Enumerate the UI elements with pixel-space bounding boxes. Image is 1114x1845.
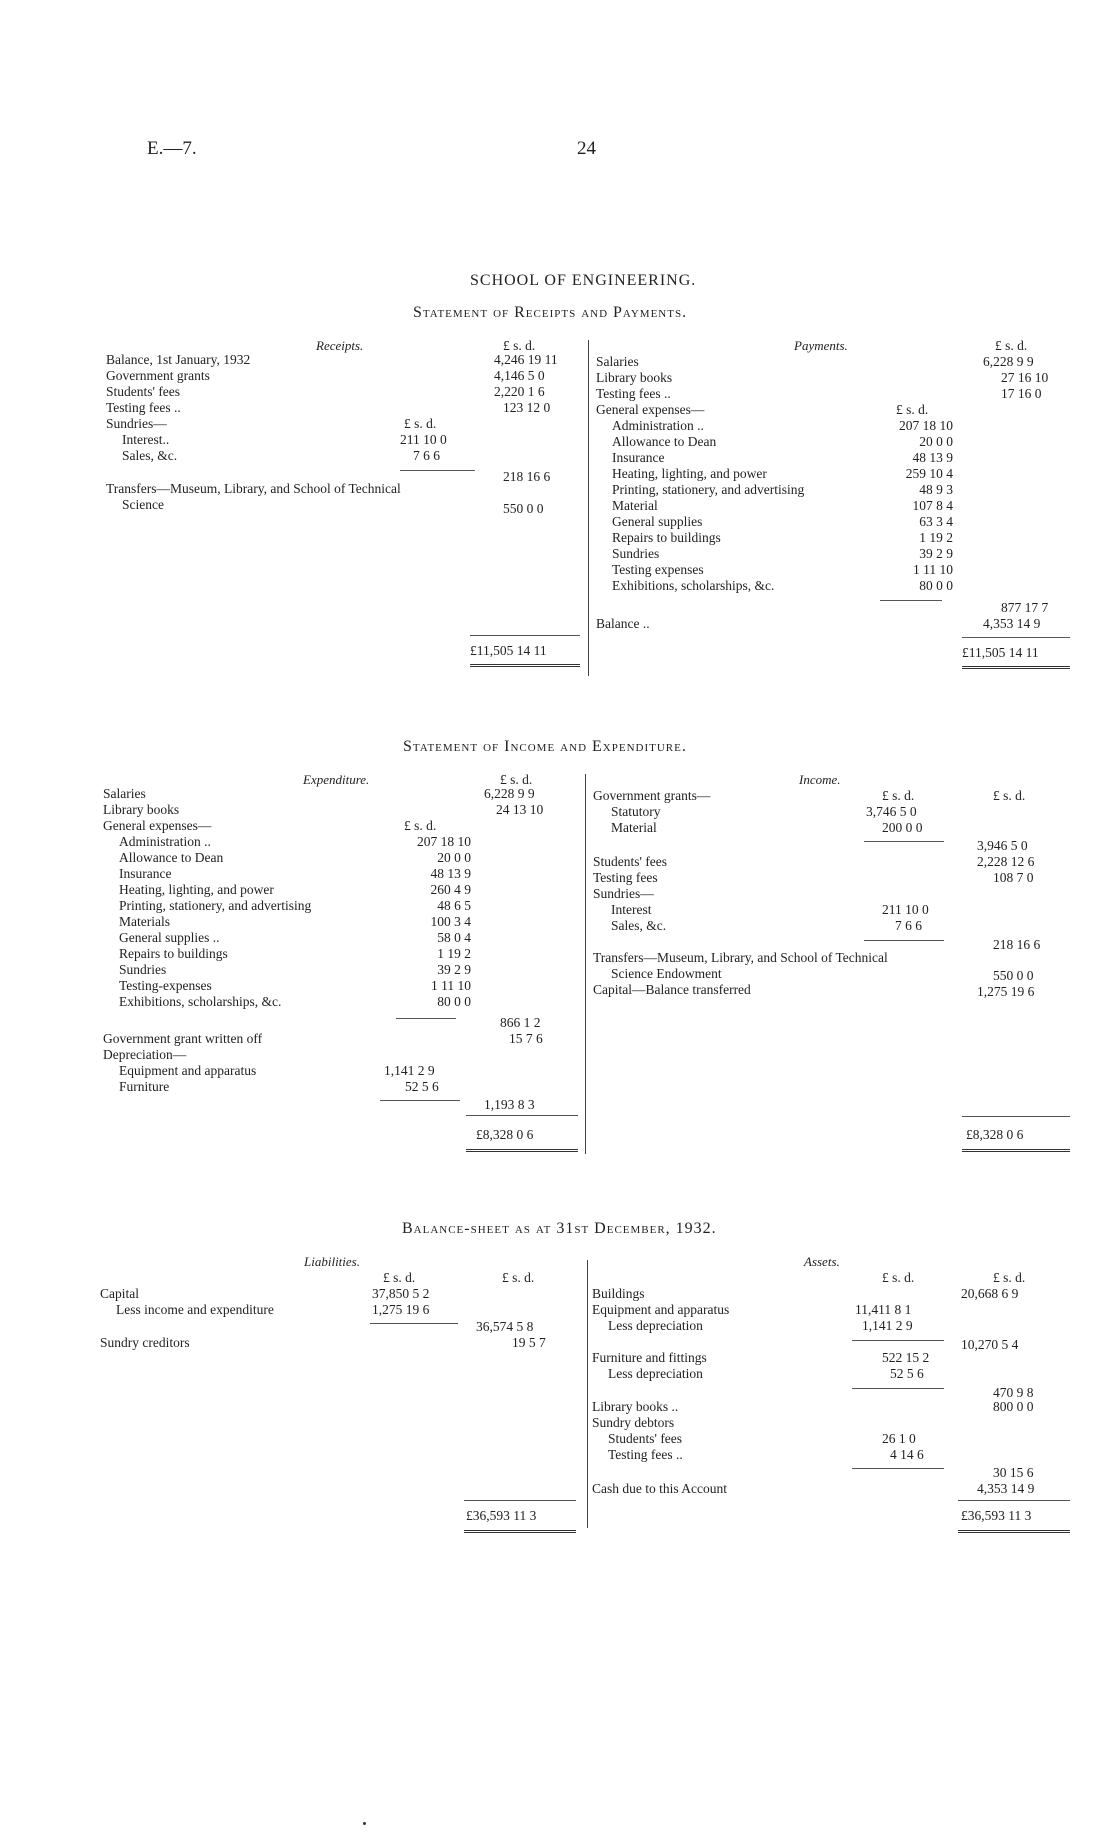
general-expense-label: Administration .. <box>119 834 211 849</box>
furniture-label: Furniture and fittings <box>592 1350 707 1365</box>
lsd-header: £ s. d. <box>882 1270 915 1285</box>
transfers-amount: 550 0 0 <box>503 501 544 516</box>
dep-equipment-amount: 1,141 2 9 <box>384 1063 435 1078</box>
material-amount: 200 0 0 <box>882 820 923 835</box>
double-rule <box>958 1530 1070 1533</box>
general-expense-label: Exhibitions, scholarships, &c. <box>612 578 775 593</box>
students-fees-label: Students' fees <box>593 854 668 869</box>
rule <box>962 1116 1070 1117</box>
receipts-payments-heading: Statement of Receipts and Payments. <box>413 304 688 321</box>
income-expenditure-heading: Statement of Income and Expenditure. <box>403 738 687 755</box>
receipt-row: Interest.. <box>122 432 170 447</box>
transfers-label: Science <box>122 497 164 512</box>
receipt-row: Balance, 1st January, 1932 <box>106 352 251 367</box>
equipment-net: 10,270 5 4 <box>961 1337 1019 1352</box>
equipment-amount: 11,411 8 1 <box>855 1302 912 1317</box>
general-expense-amount: 1 19 2 <box>437 946 471 961</box>
rule <box>380 1100 460 1101</box>
balance-sheet-heading: Balance-sheet as at 31st December, 1932. <box>402 1220 717 1237</box>
lsd-header: £ s. d. <box>896 402 929 417</box>
equipment-dep-label: Less depreciation <box>608 1318 703 1333</box>
ink-dot <box>363 1822 366 1825</box>
income-label: Income. <box>799 772 841 787</box>
payment-amount: 6,228 9 9 <box>983 354 1034 369</box>
transfers-amount: 550 0 0 <box>993 968 1034 983</box>
expenditure-amount: 6,228 9 9 <box>484 786 535 801</box>
furniture-amount: 522 15 2 <box>882 1350 930 1365</box>
payment-row: Library books <box>596 370 673 385</box>
capital-amount: 37,850 5 2 <box>372 1286 430 1301</box>
dep-furniture-label: Furniture <box>119 1079 170 1094</box>
creditors-amount: 19 5 7 <box>512 1335 546 1350</box>
general-expense-amount: 20 0 0 <box>437 850 471 865</box>
debt-students-amount: 26 1 0 <box>882 1431 916 1446</box>
double-rule <box>962 1149 1070 1152</box>
lsd-header: £ s. d. <box>995 338 1028 353</box>
receipt-amount: 4,246 19 11 <box>494 352 558 367</box>
general-expense-label: Insurance <box>612 450 665 465</box>
general-total: 866 1 2 <box>500 1015 541 1030</box>
lsd-header: £ s. d. <box>503 338 536 353</box>
cash-amount: 4,353 14 9 <box>977 1481 1035 1496</box>
payment-amount: 17 16 0 <box>1001 386 1042 401</box>
receipt-row: Government grants <box>106 368 210 383</box>
transfers-label: Transfers—Museum, Library, and School of Technical <box>593 950 888 965</box>
general-expense-label: Sundries <box>119 962 167 977</box>
debt-testing-label: Testing fees .. <box>608 1447 683 1462</box>
buildings-label: Buildings <box>592 1286 645 1301</box>
capital-label: Capital—Balance transferred <box>593 982 751 997</box>
receipt-amount: 4,146 5 0 <box>494 368 545 383</box>
payment-row: Salaries <box>596 354 639 369</box>
payments-label: Payments. <box>794 338 848 353</box>
transfers-label: Transfers—Museum, Library, and School of Technical <box>106 481 401 496</box>
general-expense-amount: 1 19 2 <box>919 530 953 545</box>
capital-label: Capital <box>100 1286 139 1301</box>
rule <box>864 940 944 941</box>
lsd-header: £ s. d. <box>502 1270 535 1285</box>
double-rule <box>962 666 1070 669</box>
payment-row: Testing fees .. <box>596 386 671 401</box>
general-expense-label: Allowance to Dean <box>612 434 717 449</box>
column-divider <box>588 340 589 676</box>
transfers-label: Science Endowment <box>611 966 722 981</box>
debt-students-label: Students' fees <box>608 1431 683 1446</box>
dep-total: 1,193 8 3 <box>484 1097 535 1112</box>
lsd-header: £ s. d. <box>404 818 437 833</box>
receipt-amount: 123 12 0 <box>503 400 551 415</box>
creditors-label: Sundry creditors <box>100 1335 190 1350</box>
payments-total: £11,505 14 11 <box>962 645 1039 660</box>
column-divider <box>587 1260 588 1528</box>
general-expense-amount: 207 18 10 <box>417 834 471 849</box>
dep-furniture-amount: 52 5 6 <box>405 1079 439 1094</box>
rule <box>880 600 942 601</box>
capital-net: 36,574 5 8 <box>476 1319 534 1334</box>
debtors-total: 30 15 6 <box>993 1465 1034 1480</box>
rule <box>852 1340 944 1341</box>
payment-row: General expenses— <box>596 402 705 417</box>
dep-equipment-label: Equipment and apparatus <box>119 1063 257 1078</box>
receipt-amount: 7 6 6 <box>413 448 440 463</box>
general-expense-amount: 100 3 4 <box>430 914 471 929</box>
general-expense-label: Exhibitions, scholarships, &c. <box>119 994 282 1009</box>
library-amount: 800 0 0 <box>993 1399 1034 1414</box>
depreciation-label: Depreciation— <box>103 1047 187 1062</box>
rule <box>470 635 580 636</box>
assets-total: £36,593 11 3 <box>961 1508 1032 1523</box>
general-expense-label: Material <box>612 498 658 513</box>
interest-amount: 211 10 0 <box>882 902 929 917</box>
rule <box>958 1500 1070 1501</box>
general-expense-amount: 48 6 5 <box>437 898 471 913</box>
general-expense-label: Insurance <box>119 866 172 881</box>
receipt-row: Sundries— <box>106 416 167 431</box>
general-expense-label: Testing expenses <box>612 562 704 577</box>
general-expense-label: Printing, stationery, and advertising <box>612 482 805 497</box>
general-total: 877 17 7 <box>1001 600 1049 615</box>
statutory-amount: 3,746 5 0 <box>866 804 917 819</box>
general-expense-amount: 80 0 0 <box>437 994 471 1009</box>
lsd-header: £ s. d. <box>993 788 1026 803</box>
sundries-label: Sundries— <box>593 886 654 901</box>
general-expense-amount: 48 13 9 <box>912 450 953 465</box>
rule <box>466 1115 578 1116</box>
document-title: SCHOOL OF ENGINEERING. <box>470 272 697 289</box>
rule <box>962 637 1070 638</box>
general-expense-label: Materials <box>119 914 170 929</box>
page-number: 24 <box>577 138 596 159</box>
grant-written-off-amount: 15 7 6 <box>509 1031 543 1046</box>
rule <box>370 1323 458 1324</box>
general-expense-amount: 1 11 10 <box>431 978 471 993</box>
receipt-amount: 211 10 0 <box>400 432 447 447</box>
expenditure-row: Library books <box>103 802 180 817</box>
furniture-net: 470 9 8 <box>993 1385 1034 1400</box>
rule <box>852 1388 944 1389</box>
expenditure-total: £8,328 0 6 <box>476 1127 534 1142</box>
balance-label: Balance .. <box>596 616 650 631</box>
expenditure-row: Salaries <box>103 786 146 801</box>
report-ref: E.—7. <box>147 138 197 159</box>
general-expense-amount: 48 9 3 <box>919 482 953 497</box>
debt-testing-amount: 4 14 6 <box>890 1447 924 1462</box>
lsd-header: £ s. d. <box>383 1270 416 1285</box>
less-ie-amount: 1,275 19 6 <box>372 1302 430 1317</box>
general-expense-label: Allowance to Dean <box>119 850 224 865</box>
receipts-label: Receipts. <box>316 338 364 353</box>
students-fees-amount: 2,228 12 6 <box>977 854 1035 869</box>
grants-label: Government grants— <box>593 788 711 803</box>
grant-written-off-label: Government grant written off <box>103 1031 263 1046</box>
expenditure-amount: 24 13 10 <box>496 802 544 817</box>
general-expense-amount: 39 2 9 <box>919 546 953 561</box>
lsd-header: £ s. d. <box>500 772 533 787</box>
general-expense-amount: 1 11 10 <box>913 562 953 577</box>
general-expense-amount: 107 8 4 <box>912 498 953 513</box>
equipment-label: Equipment and apparatus <box>592 1302 730 1317</box>
buildings-amount: 20,668 6 9 <box>961 1286 1019 1301</box>
library-label: Library books .. <box>592 1399 679 1414</box>
furniture-dep-amount: 52 5 6 <box>890 1366 924 1381</box>
equipment-dep-amount: 1,141 2 9 <box>862 1318 913 1333</box>
payment-amount: 27 16 10 <box>1001 370 1049 385</box>
lsd-header: £ s. d. <box>882 788 915 803</box>
liabilities-total: £36,593 11 3 <box>466 1508 537 1523</box>
statutory-label: Statutory <box>611 804 661 819</box>
furniture-dep-label: Less depreciation <box>608 1366 703 1381</box>
receipt-amount: 2,220 1 6 <box>494 384 545 399</box>
rule <box>852 1468 944 1469</box>
receipt-row: Students' fees <box>106 384 181 399</box>
general-expense-amount: 260 4 9 <box>430 882 471 897</box>
balance-amount: 4,353 14 9 <box>983 616 1041 631</box>
general-expense-amount: 80 0 0 <box>919 578 953 593</box>
rule <box>400 470 475 471</box>
receipt-row: Sales, &c. <box>122 448 178 463</box>
double-rule <box>466 1149 578 1152</box>
general-expense-amount: 48 13 9 <box>430 866 471 881</box>
lsd-header: £ s. d. <box>404 416 437 431</box>
capital-amount: 1,275 19 6 <box>977 984 1035 999</box>
general-expense-label: Administration .. <box>612 418 704 433</box>
debtors-label: Sundry debtors <box>592 1415 675 1430</box>
general-expense-amount: 39 2 9 <box>437 962 471 977</box>
double-rule <box>470 664 580 667</box>
rule <box>396 1018 456 1019</box>
general-expense-label: Heating, lighting, and power <box>612 466 767 481</box>
general-expense-label: Repairs to buildings <box>612 530 721 545</box>
rule <box>464 1500 576 1501</box>
general-expense-amount: 63 3 4 <box>919 514 953 529</box>
less-ie-label: Less income and expenditure <box>116 1302 274 1317</box>
expenditure-label: Expenditure. <box>303 772 370 787</box>
sales-amount: 7 6 6 <box>895 918 922 933</box>
sundries-total: 218 16 6 <box>993 937 1041 952</box>
general-expense-amount: 207 18 10 <box>899 418 953 433</box>
expenditure-row: General expenses— <box>103 818 212 833</box>
liabilities-label: Liabilities. <box>304 1254 360 1269</box>
material-label: Material <box>611 820 657 835</box>
general-expense-label: Testing-expenses <box>119 978 212 993</box>
grants-total: 3,946 5 0 <box>977 838 1028 853</box>
cash-label: Cash due to this Account <box>592 1481 727 1496</box>
column-divider <box>585 774 586 1154</box>
interest-label: Interest <box>611 902 652 917</box>
sundries-total: 218 16 6 <box>503 469 551 484</box>
assets-label: Assets. <box>804 1254 840 1269</box>
rule <box>864 841 944 842</box>
sales-label: Sales, &c. <box>611 918 667 933</box>
general-expense-amount: 259 10 4 <box>905 466 953 481</box>
general-expense-label: Sundries <box>612 546 660 561</box>
general-expense-label: General supplies <box>612 514 703 529</box>
general-expense-label: General supplies .. <box>119 930 220 945</box>
general-expense-label: Repairs to buildings <box>119 946 228 961</box>
testing-fees-amount: 108 7 0 <box>993 870 1034 885</box>
general-expense-amount: 20 0 0 <box>919 434 953 449</box>
double-rule <box>464 1530 576 1533</box>
receipts-total: £11,505 14 11 <box>470 643 547 658</box>
receipt-row: Testing fees .. <box>106 400 181 415</box>
general-expense-amount: 58 0 4 <box>437 930 471 945</box>
general-expense-label: Heating, lighting, and power <box>119 882 274 897</box>
income-total: £8,328 0 6 <box>966 1127 1024 1142</box>
general-expense-label: Printing, stationery, and advertising <box>119 898 312 913</box>
testing-fees-label: Testing fees <box>593 870 658 885</box>
lsd-header: £ s. d. <box>993 1270 1026 1285</box>
